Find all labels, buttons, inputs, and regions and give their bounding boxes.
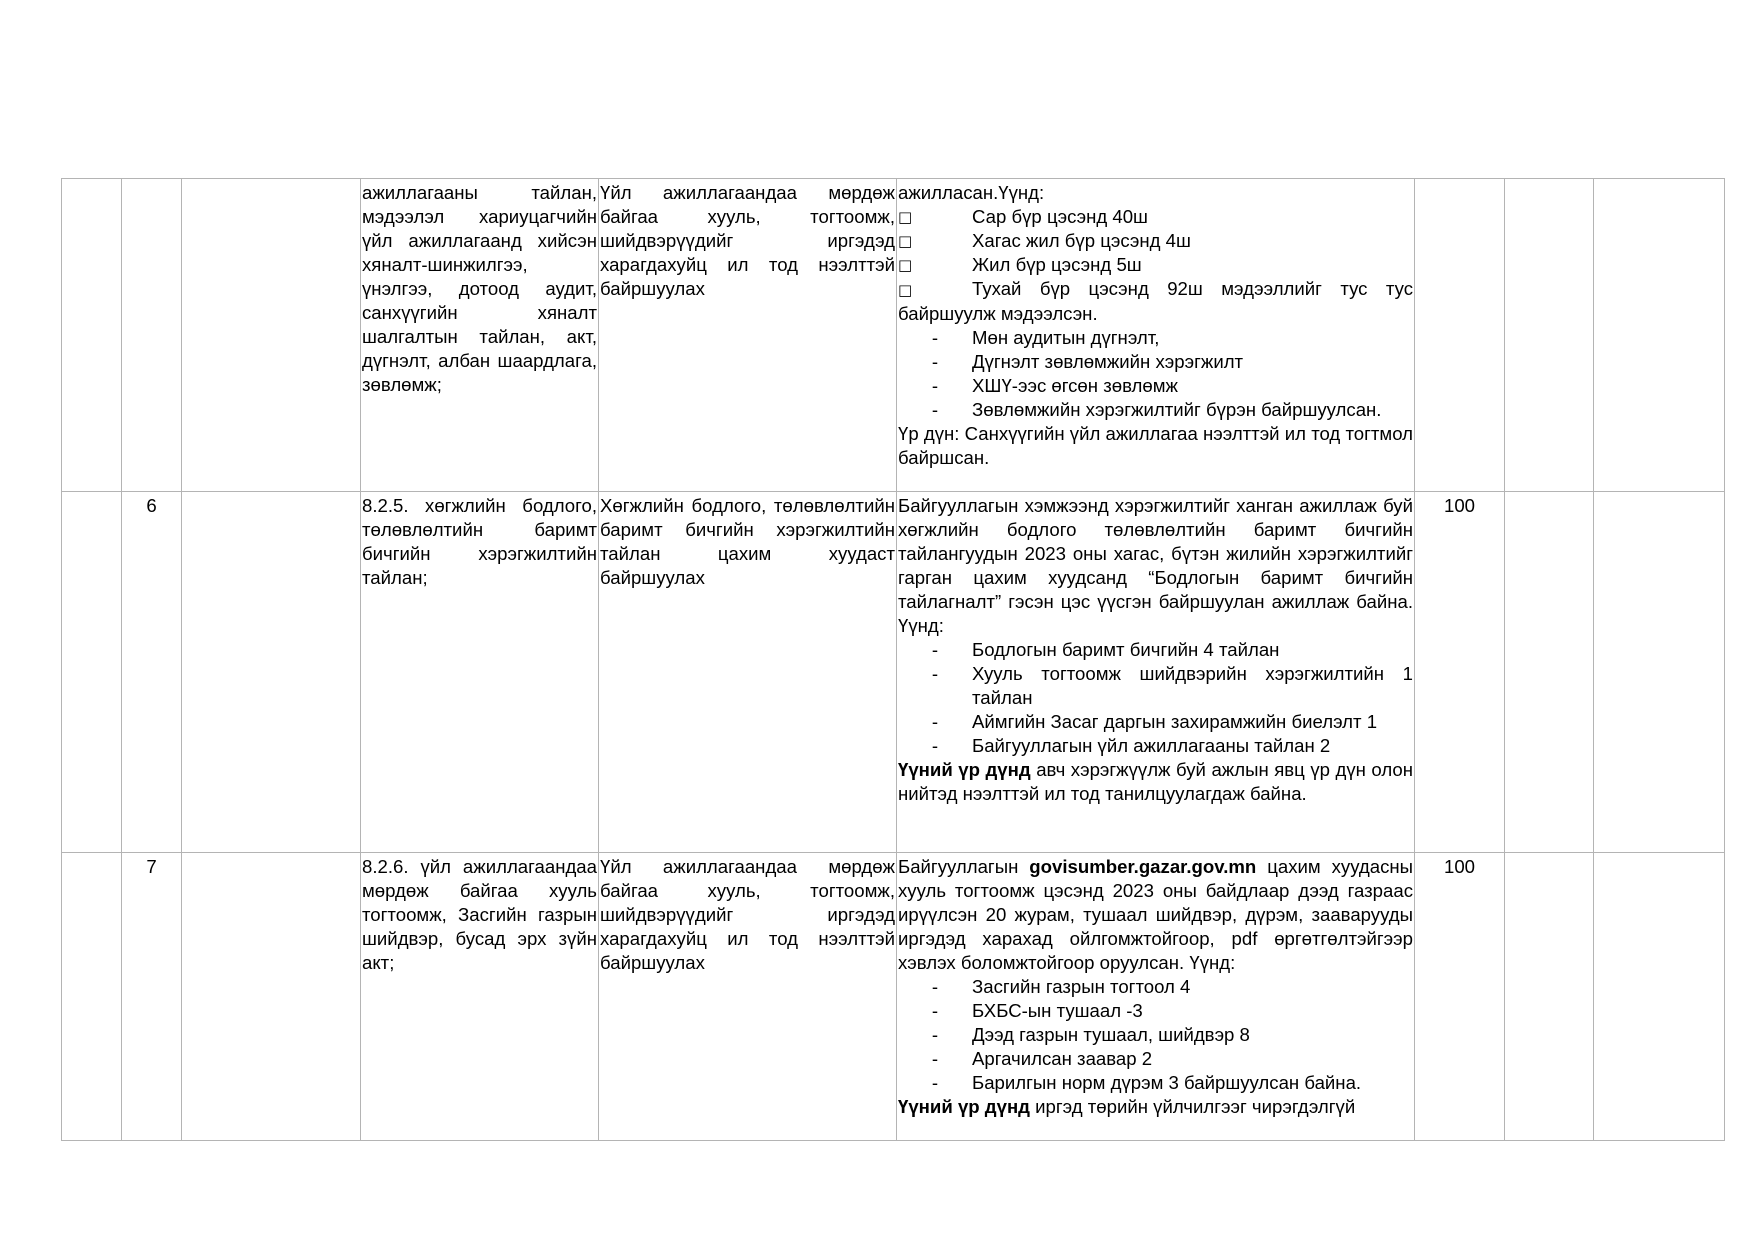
task-text: Хөгжлийн бодлого, төлөвлөлтийн баримт бичгийн хэрэгжилтийн тайлан цахим хуудаст байршуулах: [599, 492, 897, 853]
cell-empty: [1594, 179, 1725, 492]
list-item: - ХШҮ-ээс өгсөн зөвлөмж: [931, 375, 1178, 396]
list-item: - БХБС-ын тушаал -3: [931, 1000, 1143, 1021]
cell-empty: [1505, 492, 1594, 853]
list-item: - Засгийн газрын тогтоол 4: [931, 976, 1191, 997]
list-item: □ Сар бүр цэсэнд 40ш: [898, 206, 1148, 227]
performance-text: [897, 492, 1415, 853]
performance-text: [897, 853, 1415, 1141]
square-bullet-icon: □: [898, 256, 913, 274]
square-bullet-icon: □: [898, 281, 913, 299]
list-item: - Аймгийн Засаг даргын захирамжийн биелэлт 1: [931, 711, 1378, 732]
table-row: [62, 179, 1725, 492]
list-item: □ Тухай бүр цэсэнд 92ш мэдээллийг тус тус байршуулж мэдээлсэн.: [898, 278, 1413, 324]
row-number: [122, 179, 182, 492]
cell-empty: [182, 179, 361, 492]
result-text: Үүний үр дүнд иргэд төрийн үйлчилгээг чирэгдэлгүй: [898, 1096, 1356, 1117]
cell-empty: [1594, 492, 1725, 853]
cell-empty: [62, 179, 122, 492]
indicator-text: 8.2.6. үйл ажиллагаандаа мөрдөж байгаа хууль тогтоомж, Засгийн газрын шийдвэр, бусад эрх зүйн акт;: [361, 853, 599, 1141]
task-text: Үйл ажиллагаандаа мөрдөж байгаа хууль, тогтоомж, шийдвэрүүдийг иргэдэд харагдахуйц ил тод нээлттэй байршуулах: [599, 179, 897, 492]
intro-text: Байгууллагын хэмжээнд хэрэгжилтийг ханган ажиллаж буй хөгжлийн бодлого төлөвлөлтийн баримт бичгийн тайлангуудын 2023 оны хагас, бүтэн жилийн хэрэгжилтийг гарган цахим хуудсанд “Бодлогын баримт бичгийн тайлагналт” гэсэн цэс үүсгэн байршуулан ажиллаж байна. Үүнд:: [898, 495, 1413, 636]
score: [1415, 179, 1505, 492]
result-text: Үүний үр дүнд авч хэрэгжүүлж буй ажлын явц үр дүн олон нийтэд нээлттэй ил тод танилцуулагдаж байна.: [898, 759, 1414, 804]
list-item: - Байгууллагын үйл ажиллагааны тайлан 2: [931, 735, 1331, 756]
list-item: - Аргачилсан заавар 2: [931, 1048, 1153, 1069]
cell-empty: [1505, 853, 1594, 1141]
table-row: [62, 492, 1725, 853]
list-item: □ Жил бүр цэсэнд 5ш: [898, 254, 1142, 275]
cell-empty: [62, 492, 122, 853]
row-number: 6: [122, 492, 182, 853]
score: 100: [1415, 492, 1505, 853]
intro-text: ажилласан.Үүнд:: [898, 182, 1045, 203]
list-item: - Хууль тогтоомж шийдвэрийн хэрэгжилтийн 1 тайлан: [931, 663, 1413, 708]
list-item: - Дүгнэлт зөвлөмжийн хэрэгжилт: [931, 351, 1244, 372]
list-item: - Мөн аудитын дүгнэлт,: [931, 327, 1160, 348]
website-link: govisumber.gazar.gov.mn: [1029, 856, 1257, 877]
cell-empty: [62, 853, 122, 1141]
report-table: [61, 178, 1725, 1141]
list-item: - Бодлогын баримт бичгийн 4 тайлан: [931, 639, 1280, 660]
indicator-text: ажиллагааны тайлан, мэдээлэл хариуцагчийн үйл ажиллагаанд хийсэн хяналт-шинжилгээ, үнэлгээ, дотоод аудит, санхүүгийн хяналт шалгалтын тайлан, акт, дүгнэлт, албан шаардлага, зөвлөмж;: [361, 179, 599, 492]
square-bullet-icon: □: [898, 232, 913, 250]
list-item: - Дээд газрын тушаал, шийдвэр 8: [931, 1024, 1250, 1045]
performance-text: [897, 179, 1415, 492]
score: 100: [1415, 853, 1505, 1141]
cell-empty: [182, 492, 361, 853]
task-text: Үйл ажиллагаандаа мөрдөж байгаа хууль, тогтоомж, шийдвэрүүдийг иргэдэд харагдахуйц ил тод нээлттэй байршуулах: [599, 853, 897, 1141]
list-item: □ Хагас жил бүр цэсэнд 4ш: [898, 230, 1191, 251]
cell-empty: [1505, 179, 1594, 492]
cell-empty: [182, 853, 361, 1141]
result-text: Үр дүн: Санхүүгийн үйл ажиллагаа нээлттэй ил тод тогтмол байршсан.: [898, 423, 1413, 468]
list-item: - Зөвлөмжийн хэрэгжилтийг бүрэн байршуулсан.: [931, 399, 1382, 420]
square-bullet-icon: □: [898, 208, 913, 226]
table-row: [62, 853, 1725, 1141]
indicator-text: 8.2.5. хөгжлийн бодлого, төлөвлөлтийн баримт бичгийн хэрэгжилтийн тайлан;: [361, 492, 599, 853]
list-item: - Барилгын норм дүрэм 3 байршуулсан байна.: [931, 1072, 1362, 1093]
intro-text: Байгууллагын govisumber.gazar.gov.mn цахим хуудасны хууль тогтоомж цэсэнд 2023 оны байдлаар дээд газраас ирүүлсэн 20 журам, тушаал шийдвэр, дүрэм, зааварууды иргэдэд харахад ойлгомжтойгоор, pdf өргөтгөлтэйгээр хэвлэх боломжтойгоор оруулсан. Үүнд:: [898, 856, 1413, 973]
row-number: 7: [122, 853, 182, 1141]
cell-empty: [1594, 853, 1725, 1141]
